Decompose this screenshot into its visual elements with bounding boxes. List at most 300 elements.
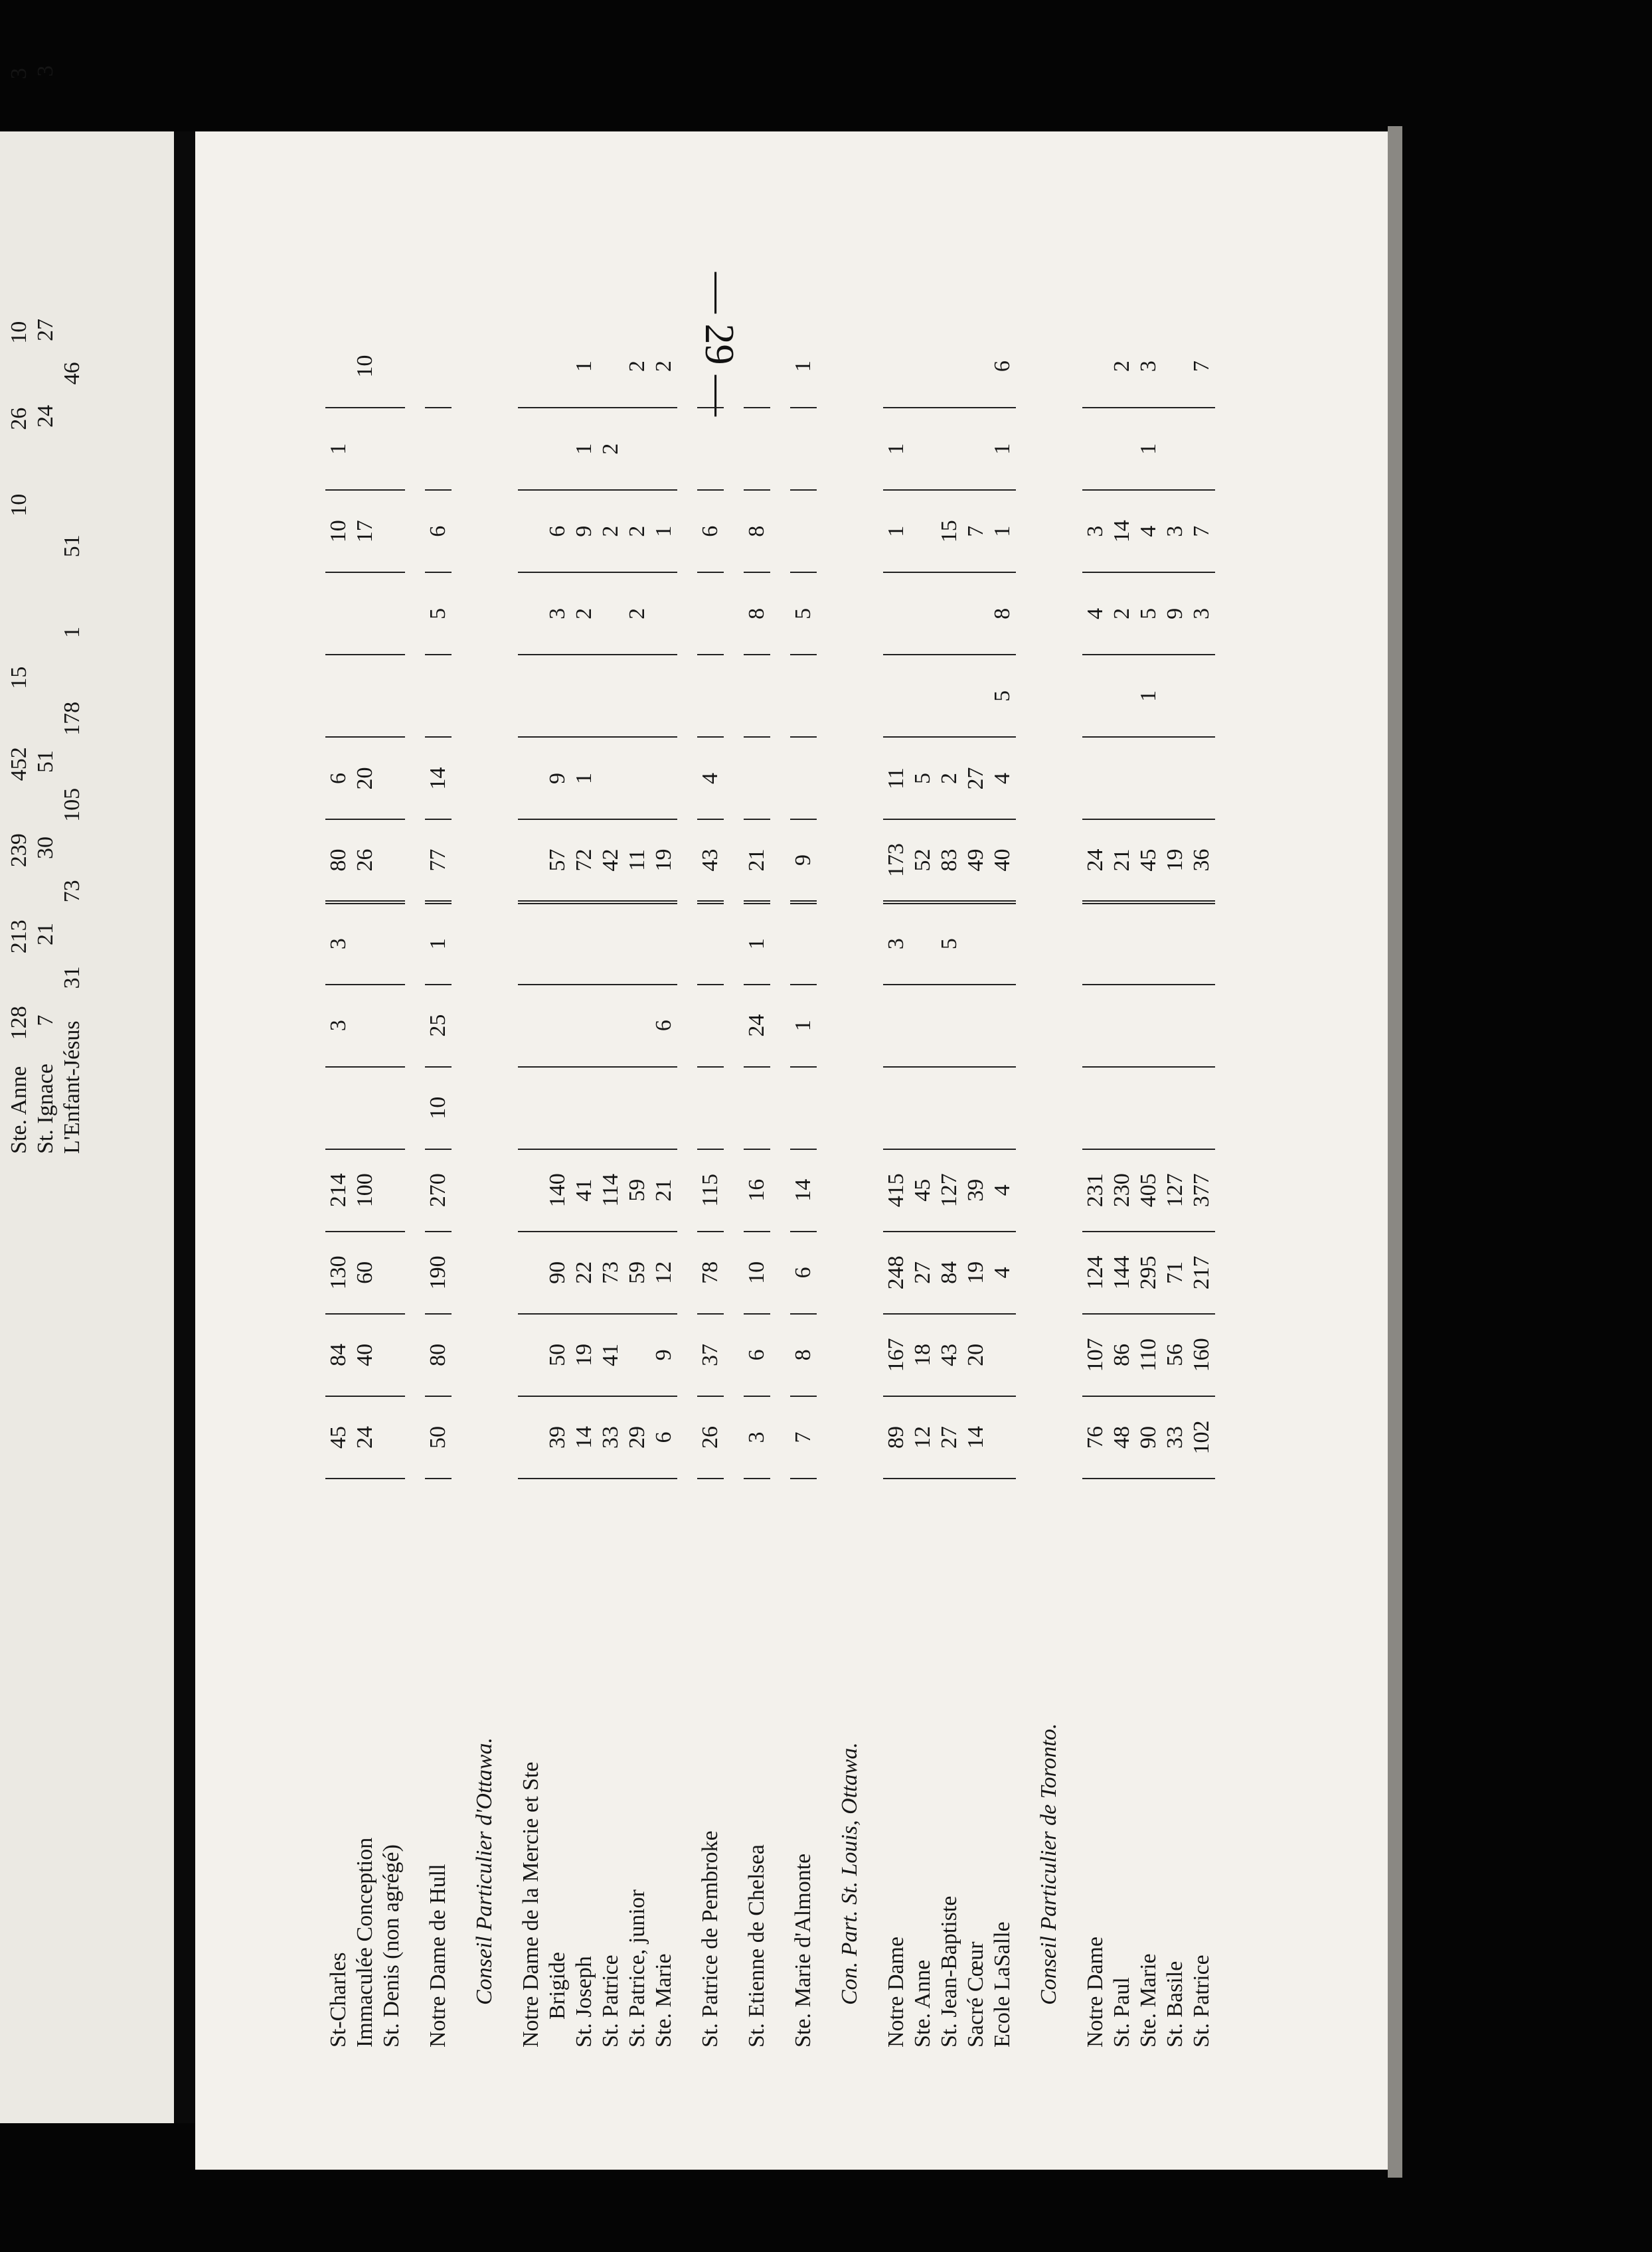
table-cell: 59 (624, 1232, 651, 1314)
page-number: — 29 — (697, 272, 742, 416)
table-cell: 3 (1162, 490, 1189, 572)
table-row (883, 325, 910, 2051)
table-cell: 12 (910, 1396, 936, 1479)
table-cell (910, 902, 936, 985)
spacer-row (1062, 325, 1082, 2051)
table-cell (352, 408, 378, 490)
table-row (425, 325, 452, 2051)
table-row (963, 325, 989, 2051)
table-cell: 6 (744, 1314, 770, 1396)
table-cell: 10 (744, 1232, 770, 1314)
left-page-cell: 27 (33, 319, 58, 342)
table-cell (425, 408, 452, 490)
table-cell: 14 (790, 1149, 817, 1232)
table-cell (571, 902, 598, 985)
table-cell (651, 737, 677, 819)
table-cell (518, 1067, 544, 1149)
table-cell (910, 572, 936, 655)
table-cell: 107 (1082, 1314, 1109, 1396)
left-page-cell: 3 (7, 68, 31, 80)
table-cell: 56 (1162, 1314, 1189, 1396)
table-cell (1109, 655, 1135, 737)
table-cell: 2 (624, 572, 651, 655)
left-page-cell: 105 (60, 787, 84, 822)
table-cell: 15 (936, 490, 963, 572)
table-cell: 33 (598, 1396, 624, 1479)
spacer-row (452, 325, 471, 2051)
table-cell (697, 1067, 724, 1149)
table-cell (697, 985, 724, 1067)
table-cell (963, 655, 989, 737)
table-cell (697, 655, 724, 737)
table-cell: 26 (697, 1396, 724, 1479)
left-page-cell: 239 (7, 833, 31, 868)
section-heading-row (837, 325, 863, 2051)
table-cell (425, 655, 452, 737)
table-cell: 9 (544, 737, 571, 819)
table-cell (598, 985, 624, 1067)
table-cell: 130 (325, 1232, 352, 1314)
row-label: Notre Dame de Hull (426, 1864, 450, 2048)
table-cell (518, 1396, 544, 1479)
table-cell (936, 572, 963, 655)
table-cell: 78 (697, 1232, 724, 1314)
table-cell (378, 325, 405, 408)
table-cell: 8 (989, 572, 1016, 655)
table-cell (544, 655, 571, 737)
left-page-row (33, 0, 58, 1154)
row-label: Notre Dame (884, 1936, 908, 2048)
table-cell: 57 (544, 820, 571, 902)
table-cell (1082, 1067, 1109, 1149)
table-cell (1162, 1067, 1189, 1149)
table-cell (352, 572, 378, 655)
table-cell: 60 (352, 1232, 378, 1314)
table-cell (598, 1067, 624, 1149)
left-page-cell: 178 (60, 701, 84, 736)
table-cell: 9 (790, 820, 817, 902)
table-cell (325, 325, 352, 408)
table-cell: 4 (1082, 572, 1109, 655)
table-cell: 33 (1162, 1396, 1189, 1479)
table-cell: 20 (352, 737, 378, 819)
table-cell: 110 (1135, 1314, 1162, 1396)
table-cell: 2 (624, 325, 651, 408)
table-cell: 2 (571, 572, 598, 655)
table-cell (790, 902, 817, 985)
table-cell: 127 (936, 1149, 963, 1232)
table-cell: 1 (571, 325, 598, 408)
table-row (1109, 325, 1135, 2051)
left-page-row (7, 0, 32, 1154)
table-cell: 49 (963, 820, 989, 902)
table-cell: 6 (697, 490, 724, 572)
table-cell: 18 (910, 1314, 936, 1396)
page-gutter (174, 131, 195, 2123)
table-row (325, 325, 352, 2051)
table-cell: 2 (598, 408, 624, 490)
table-cell (1135, 902, 1162, 985)
table-row (1189, 325, 1215, 2051)
table-cell: 1 (651, 490, 677, 572)
table-row (598, 325, 624, 2051)
table-cell (425, 325, 452, 408)
left-page-row-label: Ste. Anne (7, 1066, 31, 1154)
table-cell: 5 (790, 572, 817, 655)
left-page-cell: 213 (7, 920, 31, 954)
left-page-cell: 30 (33, 837, 58, 860)
table-cell: 114 (598, 1149, 624, 1232)
table-cell: 77 (425, 820, 452, 902)
table-cell: 24 (1082, 820, 1109, 902)
table-cell (744, 325, 770, 408)
table-cell (744, 1067, 770, 1149)
table-cell: 19 (1162, 820, 1189, 902)
table-cell (1135, 1067, 1162, 1149)
table-cell: 1 (1135, 655, 1162, 737)
table-cell: 19 (963, 1232, 989, 1314)
left-page-cell: 24 (33, 405, 58, 428)
table-cell: 1 (571, 737, 598, 819)
table-cell (624, 408, 651, 490)
table-cell (544, 1067, 571, 1149)
table-cell: 11 (883, 737, 910, 819)
table-cell (910, 655, 936, 737)
row-label: Notre Dame (1083, 1936, 1108, 2048)
table-cell: 4 (989, 737, 1016, 819)
spacer-row (724, 325, 744, 2051)
table-cell (697, 408, 724, 490)
table-cell (936, 985, 963, 1067)
table-cell (1162, 325, 1189, 408)
table-cell (1109, 985, 1135, 1067)
table-cell: 2 (1109, 325, 1135, 408)
table-cell: 27 (963, 737, 989, 819)
table-cell: 6 (544, 490, 571, 572)
table-cell: 3 (325, 985, 352, 1067)
table-cell: 4 (989, 1149, 1016, 1232)
table-cell (1162, 408, 1189, 490)
table-cell (1162, 655, 1189, 737)
table-cell (910, 490, 936, 572)
table-cell: 415 (883, 1149, 910, 1232)
table-cell: 270 (425, 1149, 452, 1232)
table-cell (378, 985, 405, 1067)
table-cell: 102 (1189, 1396, 1215, 1479)
table-cell (325, 1067, 352, 1149)
table-cell (378, 1396, 405, 1479)
table-cell: 41 (598, 1314, 624, 1396)
table-cell (989, 1396, 1016, 1479)
table-cell: 9 (1162, 572, 1189, 655)
table-row (352, 325, 378, 2051)
left-page-row-label: L'Enfant-Jésus (60, 1020, 84, 1154)
table-cell (1109, 902, 1135, 985)
table-cell: 127 (1162, 1149, 1189, 1232)
table-cell (883, 655, 910, 737)
table-cell: 405 (1135, 1149, 1162, 1232)
table-cell (989, 1067, 1016, 1149)
section-heading-row (1036, 325, 1062, 2051)
table-cell: 20 (963, 1314, 989, 1396)
table-cell: 40 (989, 820, 1016, 902)
table-cell (624, 737, 651, 819)
table-cell (598, 325, 624, 408)
table-cell: 3 (325, 902, 352, 985)
table-row (910, 325, 936, 2051)
table-row (518, 325, 544, 2051)
table-cell: 1 (325, 408, 352, 490)
table-cell: 80 (425, 1314, 452, 1396)
row-label: St. Joseph (572, 1956, 596, 2048)
table-cell (910, 408, 936, 490)
table-row (1135, 325, 1162, 2051)
row-label: Sacré Cœur (963, 1941, 988, 2048)
table-cell (1082, 737, 1109, 819)
section-heading: Conseil Particulier d'Ottawa. (472, 1737, 497, 2005)
table-cell (989, 902, 1016, 985)
table-cell: 90 (544, 1232, 571, 1314)
left-page-cell: 15 (7, 666, 31, 689)
table-cell: 14 (571, 1396, 598, 1479)
table-cell (624, 1314, 651, 1396)
table-cell (1189, 902, 1215, 985)
table-cell (518, 1149, 544, 1232)
table-cell: 86 (1109, 1314, 1135, 1396)
table-cell: 100 (352, 1149, 378, 1232)
table-cell (936, 325, 963, 408)
table-cell: 1 (989, 408, 1016, 490)
table-cell (1082, 325, 1109, 408)
table-cell (989, 1314, 1016, 1396)
table-cell: 50 (544, 1314, 571, 1396)
table-cell (352, 902, 378, 985)
table-cell: 27 (936, 1396, 963, 1479)
table-cell: 295 (1135, 1232, 1162, 1314)
table-cell: 21 (744, 820, 770, 902)
table-cell (571, 985, 598, 1067)
left-page-cell: 452 (7, 747, 31, 781)
table-cell: 160 (1189, 1314, 1215, 1396)
table-cell: 9 (651, 1314, 677, 1396)
table-cell: 6 (790, 1232, 817, 1314)
row-label: St. Patrice (598, 1955, 623, 2048)
table-cell (352, 655, 378, 737)
table-cell: 7 (790, 1396, 817, 1479)
table-cell (518, 490, 544, 572)
table-cell (963, 902, 989, 985)
table-cell (598, 572, 624, 655)
table-cell (598, 737, 624, 819)
table-cell: 26 (352, 820, 378, 902)
table-cell: 90 (1135, 1396, 1162, 1479)
table-cell: 1 (425, 902, 452, 985)
table-cell (378, 1314, 405, 1396)
row-label: St. Patrice (1189, 1955, 1214, 2048)
table-cell: 124 (1082, 1232, 1109, 1314)
table-cell: 19 (651, 820, 677, 902)
table-cell (544, 408, 571, 490)
table-cell: 1 (883, 408, 910, 490)
table-cell (378, 737, 405, 819)
table-cell: 73 (598, 1232, 624, 1314)
table-cell: 21 (651, 1149, 677, 1232)
table-cell: 3 (1082, 490, 1109, 572)
row-label: Notre Dame de la Mercie et Ste (519, 1761, 543, 2048)
table-cell: 4 (697, 737, 724, 819)
table-cell (378, 490, 405, 572)
table-cell: 1 (989, 490, 1016, 572)
table-row (936, 325, 963, 2051)
section-heading-row (471, 325, 498, 2051)
left-page-cell: 10 (7, 493, 31, 517)
table-row (624, 325, 651, 2051)
table-cell: 2 (624, 490, 651, 572)
table-cell (1082, 902, 1109, 985)
spacer-row (677, 325, 697, 2051)
table-cell (1109, 408, 1135, 490)
table-cell (378, 820, 405, 902)
table-cell: 4 (1135, 490, 1162, 572)
table-cell (963, 1067, 989, 1149)
table-cell (910, 325, 936, 408)
table-cell (325, 655, 352, 737)
table-cell (1082, 655, 1109, 737)
table-cell: 140 (544, 1149, 571, 1232)
table-cell (1162, 737, 1189, 819)
left-page-cell: 51 (33, 750, 58, 773)
table-cell: 76 (1082, 1396, 1109, 1479)
table-cell: 231 (1082, 1149, 1109, 1232)
left-page-cell: 10 (7, 321, 31, 344)
table-cell (378, 655, 405, 737)
table-cell (910, 1067, 936, 1149)
table-cell (378, 1232, 405, 1314)
spacer-row (863, 325, 883, 2051)
table-cell (1109, 737, 1135, 819)
table-cell: 6 (325, 737, 352, 819)
row-label: St. Basile (1163, 1961, 1187, 2048)
left-page-cell: 3 (33, 65, 58, 77)
table-cell: 8 (790, 1314, 817, 1396)
table-cell (1189, 985, 1215, 1067)
table-cell: 3 (1189, 572, 1215, 655)
row-label: Ste. Marie (651, 1953, 676, 2048)
table-cell (1189, 408, 1215, 490)
table-cell: 167 (883, 1314, 910, 1396)
table-cell: 42 (598, 820, 624, 902)
table-cell (571, 655, 598, 737)
table-cell: 1 (883, 490, 910, 572)
table-cell (936, 408, 963, 490)
table-cell (883, 1067, 910, 1149)
spacer-row (770, 325, 790, 2051)
spacer-row (817, 325, 837, 2051)
left-page-row (60, 0, 85, 1154)
table-cell (1082, 408, 1109, 490)
row-label: St. Patrice, junior (625, 1890, 649, 2048)
table-cell (325, 572, 352, 655)
table-cell: 37 (697, 1314, 724, 1396)
table-row (697, 325, 724, 2051)
table-cell (651, 655, 677, 737)
table-cell (883, 572, 910, 655)
section-heading: Con. Part. St. Louis, Ottawa. (837, 1742, 862, 2005)
left-page-cell: 21 (33, 923, 58, 946)
table-cell (883, 985, 910, 1067)
table-cell (624, 902, 651, 985)
table-cell: 6 (651, 1396, 677, 1479)
table-cell: 1 (744, 902, 770, 985)
table-cell (378, 408, 405, 490)
table-cell: 52 (910, 820, 936, 902)
row-label: St. Denis (non agrégé) (379, 1844, 404, 2048)
table-cell: 14 (1109, 490, 1135, 572)
spacer-row (498, 325, 518, 2051)
table-cell (1082, 985, 1109, 1067)
statistics-table (325, 325, 1215, 2051)
table-cell (651, 1067, 677, 1149)
table-cell (790, 490, 817, 572)
left-page (0, 65, 181, 2123)
row-label: Brigide (545, 1952, 570, 2020)
table-cell (936, 1067, 963, 1149)
table-cell (1135, 985, 1162, 1067)
table-row (571, 325, 598, 2051)
table-row (1082, 325, 1109, 2051)
table-cell (518, 1314, 544, 1396)
table-cell: 24 (744, 985, 770, 1067)
table-cell (697, 902, 724, 985)
table-cell (598, 655, 624, 737)
table-cell (518, 655, 544, 737)
table-cell: 7 (963, 490, 989, 572)
table-cell: 2 (598, 490, 624, 572)
left-page-cell: 7 (33, 1014, 58, 1026)
table-cell: 2 (936, 737, 963, 819)
table-cell: 43 (936, 1314, 963, 1396)
table-cell (963, 985, 989, 1067)
table-cell: 19 (571, 1314, 598, 1396)
table-cell (790, 1067, 817, 1149)
left-page-cell: 31 (60, 966, 84, 989)
table-cell (518, 985, 544, 1067)
table-cell: 45 (910, 1149, 936, 1232)
table-cell (518, 820, 544, 902)
table-cell: 29 (624, 1396, 651, 1479)
table-cell: 7 (1189, 325, 1215, 408)
table-cell: 22 (571, 1232, 598, 1314)
table-cell (936, 655, 963, 737)
table-cell: 14 (425, 737, 452, 819)
table-cell: 39 (544, 1396, 571, 1479)
table-cell: 3 (883, 902, 910, 985)
table-cell (697, 325, 724, 408)
table-cell: 190 (425, 1232, 452, 1314)
table-body (325, 325, 1215, 2051)
table-cell (744, 408, 770, 490)
table-cell (790, 737, 817, 819)
row-label: St. Paul (1110, 1977, 1134, 2048)
table-cell: 214 (325, 1149, 352, 1232)
table-cell: 230 (1109, 1149, 1135, 1232)
table-cell: 11 (624, 820, 651, 902)
row-label: Ste. Marie (1136, 1953, 1161, 2048)
table-cell (518, 902, 544, 985)
table-cell: 4 (989, 1232, 1016, 1314)
table-cell: 5 (936, 902, 963, 985)
table-cell (378, 902, 405, 985)
